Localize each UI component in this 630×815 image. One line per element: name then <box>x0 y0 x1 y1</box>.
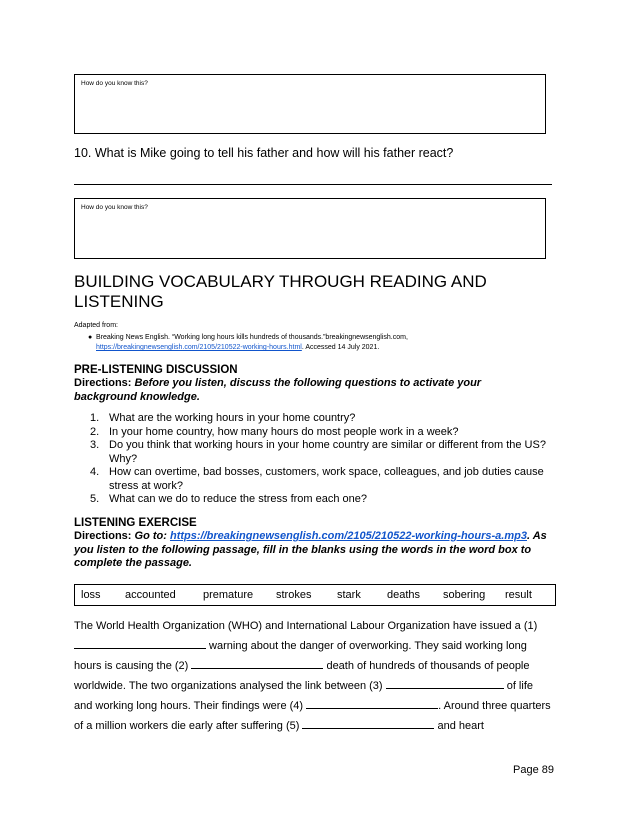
box-label: How do you know this? <box>81 204 148 211</box>
pre-listening-heading: PRE-LISTENING DISCUSSION <box>74 364 238 376</box>
page-number: Page 89 <box>513 764 554 776</box>
word-box <box>74 584 556 606</box>
listening-directions <box>74 530 556 571</box>
word-strokes: strokes <box>276 589 312 601</box>
word-loss: loss <box>81 589 101 601</box>
answer-line[interactable] <box>74 184 552 185</box>
list-text: In your home country, how many hours do most people work in a week? <box>109 425 459 438</box>
bullet-icon: ● <box>88 334 93 341</box>
word-result: result <box>505 589 532 601</box>
blank-5[interactable] <box>302 718 434 729</box>
directions-label: Directions: <box>74 530 132 542</box>
directions-text: Before you listen, discuss the following questions to activate your background knowledge. <box>74 377 482 403</box>
citation <box>88 333 496 353</box>
list-text: What are the working hours in your home country? <box>109 412 356 424</box>
answer-box-2[interactable] <box>74 198 546 259</box>
directions-label: Directions: <box>74 377 132 389</box>
list-number: 4. <box>90 466 100 478</box>
list-number: 1. <box>90 412 100 424</box>
list-item <box>74 493 549 507</box>
box-label: How do you know this? <box>81 80 148 87</box>
citation-text: Breaking News English. “Working long hours kills hundreds of thousands.”breakingnewsenglish.com, <box>96 334 408 341</box>
blank-1[interactable] <box>74 638 206 649</box>
question-10: 10. What is Mike going to tell his father and how will his father react? <box>74 146 454 160</box>
passage-text: and heart <box>434 720 484 732</box>
list-text: How can overtime, bad bosses, customers, work space, colleagues, and job duties cause stress at work? <box>109 466 544 492</box>
adapted-from: Adapted from: <box>74 322 118 329</box>
list-text: What can we do to reduce the stress from each one? <box>109 493 368 505</box>
citation-accessed: . Accessed 14 July 2021. <box>301 344 380 351</box>
list-item <box>74 426 549 440</box>
list-number: 5. <box>90 493 100 505</box>
blank-2[interactable] <box>191 658 323 669</box>
blank-4[interactable] <box>306 698 438 709</box>
passage-text: of life and working long hours. Their findings were (4) <box>74 680 533 712</box>
passage <box>74 616 554 736</box>
list-item <box>74 439 549 466</box>
word-premature: premature <box>203 589 254 601</box>
go-to-text: Go to: <box>134 530 167 542</box>
blank-3[interactable] <box>386 678 504 689</box>
discussion-questions <box>74 412 549 507</box>
listening-heading: LISTENING EXERCISE <box>74 517 197 529</box>
passage-text: warning about the danger of overworking. They said working long hours is causing the (2) <box>74 640 527 672</box>
list-number: 2. <box>90 425 100 438</box>
passage-text: The World Health Organization (WHO) and International Labour Organization have issued a (1) <box>74 620 538 632</box>
passage-text: death of hundreds of thousands of people worldwide. The two organizations analysed the link between (3) <box>74 660 530 692</box>
pre-listening-directions <box>74 377 544 404</box>
section-title: BUILDING VOCABULARY THROUGH READING AND LISTENING <box>74 272 487 311</box>
audio-link[interactable]: https://breakingnewsenglish.com/2105/210522-working-hours-a.mp3 <box>169 530 527 542</box>
list-number: 3. <box>90 439 100 451</box>
directions-text: . As you listen to the following passage, fill in the blanks using the words in the word box to complete the passage. <box>74 530 547 569</box>
passage-text: . Around three quarters of a million workers die early after suffering (5) <box>74 700 551 732</box>
word-sobering: sobering <box>443 589 486 601</box>
word-stark: stark <box>337 589 361 601</box>
citation-link[interactable]: https://breakingnewsenglish.com/2105/210522-working-hours.html <box>96 344 302 351</box>
answer-box-1[interactable] <box>74 74 546 134</box>
list-text: Do you think that working hours in your home country are similar or different from the US? Why? <box>109 439 546 465</box>
list-item <box>74 412 549 426</box>
list-item <box>74 466 549 493</box>
word-deaths: deaths <box>387 589 421 601</box>
word-accounted: accounted <box>125 589 176 601</box>
